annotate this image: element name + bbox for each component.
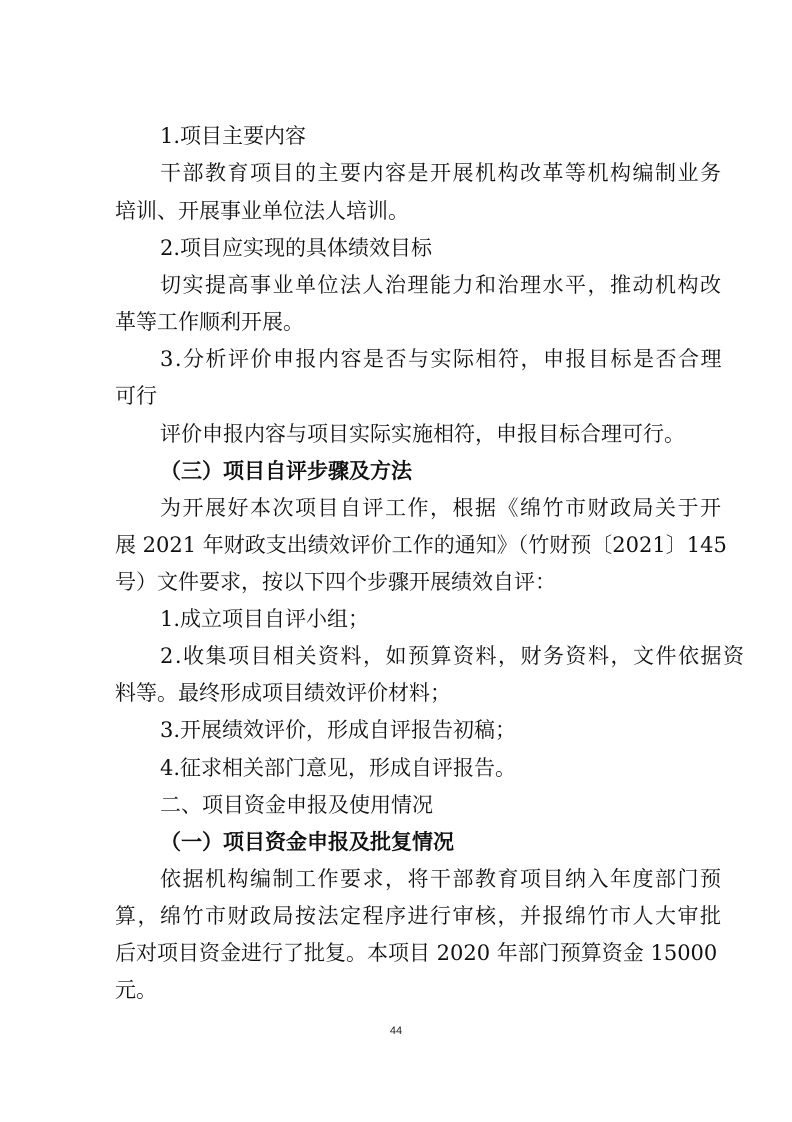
funding-body-line-4: 元。 xyxy=(115,978,157,1002)
method-intro-line-2: 展 2021 年财政支出绩效评价工作的通知》（竹财预〔2021〕145 xyxy=(115,533,727,557)
item-1-body-line-1: 干部教育项目的主要内容是开展机构改革等机构编制业务 xyxy=(160,161,723,185)
step-2-line-1: 2.收集项目相关资料，如预算资料，财务资料，文件依据资 xyxy=(160,644,746,668)
item-1-body-line-2: 培训、开展事业单位法人培训。 xyxy=(115,199,409,223)
item-2-body-line-2: 革等工作顺利开展。 xyxy=(115,310,304,334)
section-3-heading: （三）项目自评步骤及方法 xyxy=(160,459,412,483)
item-2-body-line-1: 切实提高事业单位法人治理能力和治理水平，推动机构改 xyxy=(160,273,723,297)
item-3-body: 评价申报内容与项目实际实施相符，申报目标合理可行。 xyxy=(160,422,685,446)
step-1: 1.成立项目自评小组； xyxy=(160,607,370,631)
funding-body-line-2: 算，绵竹市财政局按法定程序进行审核，并报绵竹市人大审批 xyxy=(115,904,723,928)
step-2-line-2: 料等。最终形成项目绩效评价材料； xyxy=(115,681,451,705)
step-4: 4.征求相关部门意见，形成自评报告。 xyxy=(160,756,517,780)
item-3-heading-line-1: 3.分析评价申报内容是否与实际相符，申报目标是否合理 xyxy=(160,347,724,371)
item-1-heading: 1.项目主要内容 xyxy=(160,124,307,148)
item-2-heading: 2.项目应实现的具体绩效目标 xyxy=(160,236,433,260)
method-intro-line-3: 号）文件要求，按以下四个步骤开展绩效自评： xyxy=(115,570,556,594)
method-intro-line-1: 为开展好本次项目自评工作，根据《绵竹市财政局关于开 xyxy=(160,496,723,520)
page-number: 44 xyxy=(389,1025,403,1037)
funding-body-line-3: 后对项目资金进行了批复。本项目 2020 年部门预算资金 15000 xyxy=(115,941,718,965)
section-1-heading: （一）项目资金申报及批复情况 xyxy=(160,830,454,854)
item-3-heading-line-2: 可行 xyxy=(115,384,157,408)
chapter-2-heading: 二、项目资金申报及使用情况 xyxy=(160,793,433,817)
step-3: 3.开展绩效评价，形成自评报告初稿； xyxy=(160,718,517,742)
funding-body-line-1: 依据机构编制工作要求，将干部教育项目纳入年度部门预 xyxy=(160,867,723,891)
